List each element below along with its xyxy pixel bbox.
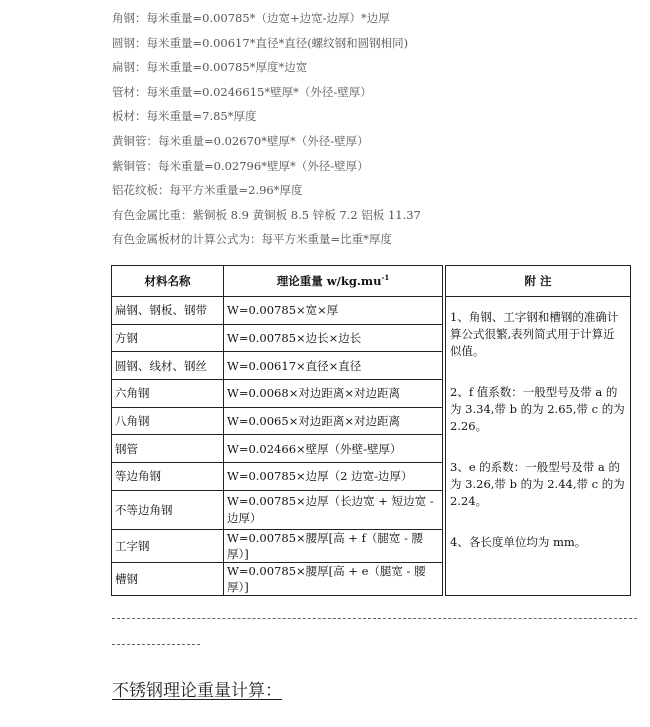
weight-cell: W=0.02466×壁厚（外壁-壁厚） xyxy=(224,435,443,463)
weight-cell: W=0.00785×宽×厚 xyxy=(224,297,443,325)
material-cell: 六角钢 xyxy=(112,380,224,408)
section-heading: 不锈钢理论重量计算： xyxy=(112,681,282,701)
weight-cell: W=0.00785×边厚（2 边宽-边厚） xyxy=(224,463,443,491)
material-cell: 钢管 xyxy=(112,435,224,463)
weight-cell: W=0.0068×对边距离×对边距离 xyxy=(224,380,443,408)
material-cell: 不等边角钢 xyxy=(112,490,224,529)
weight-table xyxy=(111,265,631,596)
formula-line: 有色金属比重：紫铜板 8.9 黄铜板 8.5 锌板 7.2 铝板 11.37 xyxy=(112,207,421,222)
formula-line: 扁钢：每米重量=0.00785*厚度*边宽 xyxy=(112,60,308,75)
dashed-divider xyxy=(112,618,637,619)
table-row xyxy=(112,297,631,325)
formula-line: 铝花纹板：每平方米重量=2.96*厚度 xyxy=(112,183,303,198)
weight-cell: W=0.00785×腰厚[高 + f（腿宽 - 腰厚）] xyxy=(224,529,443,562)
material-cell: 圆钢、线材、钢丝 xyxy=(112,352,224,380)
note-item: 2、f 值系数：一般型号及带 a 的为 3.34,带 b 的为 2.65,带 c 的为 2.26。 xyxy=(450,385,625,433)
formula-line: 圆钢：每米重量=0.00617*直径*直径(螺纹钢和圆钢相同) xyxy=(112,35,409,50)
formula-line: 黄铜管：每米重量=0.02670*壁厚*（外径-壁厚） xyxy=(112,133,369,148)
note-item: 1、角钢、工字钢和槽钢的准确计算公式很繁,表列简式用于计算近似值。 xyxy=(450,310,619,358)
weight-cell: W=0.00617×直径×直径 xyxy=(224,352,443,380)
weight-cell: W=0.00785×边长×边长 xyxy=(224,324,443,352)
material-cell: 扁钢、钢板、钢带 xyxy=(112,297,224,325)
material-cell: 方钢 xyxy=(112,324,224,352)
notes-cell xyxy=(446,297,631,596)
header-material: 材料名称 xyxy=(112,266,224,297)
header-notes: 附 注 xyxy=(446,266,631,297)
formula-line: 有色金属板材的计算公式为：每平方米重量=比重*厚度 xyxy=(112,232,392,247)
formula-list xyxy=(112,6,421,252)
note-item: 3、e 的系数：一般型号及带 a 的为 3.26,带 b 的为 2.44,带 c 的为 2.24。 xyxy=(450,460,625,508)
table-header-row xyxy=(112,266,631,297)
formula-line: 角钢：每米重量=0.00785*（边宽+边宽-边厚）*边厚 xyxy=(112,11,390,25)
material-cell: 等边角钢 xyxy=(112,463,224,491)
material-cell: 八角钢 xyxy=(112,407,224,435)
dashed-divider xyxy=(112,644,200,645)
weight-cell: W=0.00785×边厚（长边宽 + 短边宽 - 边厚） xyxy=(224,490,443,529)
header-weight: 理论重量 $w/kg.mu^{-1}$ xyxy=(224,266,443,297)
note-item: 4、各长度单位均为 mm。 xyxy=(450,535,587,549)
formula-line: 管材：每米重量=0.0246615*壁厚*（外径-壁厚） xyxy=(112,84,372,99)
formula-line: 板材：每米重量=7.85*厚度 xyxy=(112,109,257,124)
formula-line: 紫铜管：每米重量=0.02796*壁厚*（外径-壁厚） xyxy=(112,158,369,173)
material-cell: 槽钢 xyxy=(112,562,224,595)
material-cell: 工字钢 xyxy=(112,529,224,562)
weight-cell: W=0.00785×腰厚[高 + e（腿宽 - 腰厚）] xyxy=(224,562,443,595)
weight-cell: W=0.0065×对边距离×对边距离 xyxy=(224,407,443,435)
